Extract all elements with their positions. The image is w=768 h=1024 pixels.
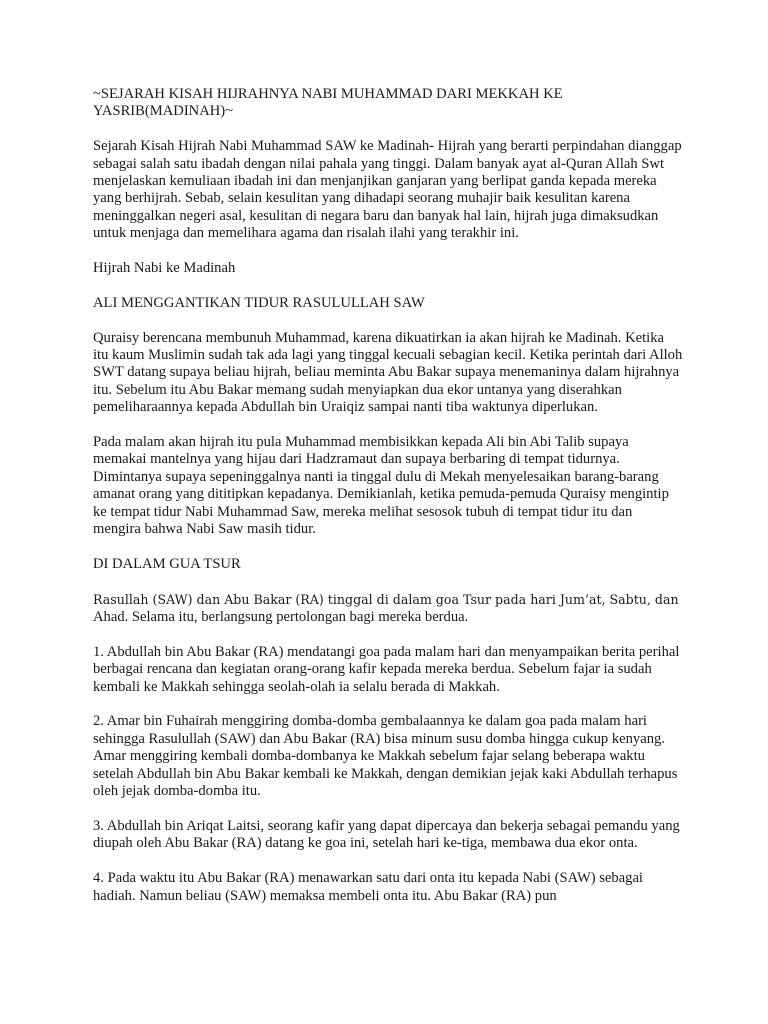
- section1-paragraph-2: Pada malam akan hijrah itu pula Muhammad membisikkan kepada Ali bin Abi Talib supaya memakai mantelnya yang hijau dari Hadzramaut dan supaya berbaring di tempat tidurnya. Dimintanya supaya sepeninggalnya nanti ia tinggal dulu di Mekah menyelesaikan barang-barang amanat orang yang dititipkan kepadanya. Demikianlah, ketika pemuda-pemuda Quraisy mengintip ke tempat tidur Nabi Muhammad Saw, mereka melihat sesosok tubuh di tempat tidur itu dan mengira bahwa Nabi Saw masih tidur.: [93, 434, 669, 538]
- section2-paragraph-1: [93, 591, 683, 627]
- section2-paragraph-1-alt: Rasullah (SAW) dan Abu Bakar (RA) tinggal di dalam goa Tsur pada hari Jum’at, Sabtu, dan: [93, 591, 679, 607]
- section2-paragraph-1-rest: Ahad. Selama itu, berlangsung pertolongan bagi mereka berdua.: [93, 609, 469, 626]
- list-item-2: 2. Amar bin Fuhairah menggiring domba-domba gembalaannya ke dalam goa pada malam hari sehingga Rasulullah (SAW) dan Abu Bakar (RA) bisa minum susu domba hingga cukup kenyang. Amar menggiring kembali domba-dombanya ke Makkah sebelum fajar selang beberapa waktu setelah Abdullah bin Abu Bakar kembali ke Makkah, dengan demikian jejak kaki Abdullah terhapus oleh jejak domba-domba itu.: [93, 713, 678, 800]
- intro-paragraph: Sejarah Kisah Hijrah Nabi Muhammad SAW ke Madinah- Hijrah yang berarti perpindahan dianggap sebagai salah satu ibadah dengan nilai pahala yang tinggi. Dalam banyak ayat al-Quran Allah Swt menjelaskan kemuliaan ibadah ini dan menjanjikan ganjaran yang berlipat ganda kepada mereka yang berhijrah. Sebab, selain kesulitan yang dihadapi seorang muhajir baik kesulitan karena meninggalkan negeri asal, kesulitan di negara baru dan banyak hal lain, hijrah juga dimaksudkan untuk menjaga dan memelihara agama dan risalah ilahi yang terakhir ini.: [93, 138, 682, 242]
- section1-paragraph-1: Quraisy berencana membunuh Muhammad, karena dikuatirkan ia akan hijrah ke Madinah. Ketika itu kaum Muslimin sudah tak ada lagi yang tinggal kecuali sebagian kecil. Ketika perintah dari Alloh SWT datang supaya beliau hijrah, beliau meminta Abu Bakar supaya menemaninya dalam hijrahnya itu. Sebelum itu Abu Bakar memang sudah menyiapkan dua ekor untanya yang diserahkan pemeliharaannya kepada Abdullah bin Uraiqiz sampai nanti tiba waktunya diperlukan.: [93, 329, 683, 416]
- list-item-3: 3. Abdullah bin Ariqat Laitsi, seorang kafir yang dapat dipercaya dan bekerja sebagai pemandu yang diupah oleh Abu Bakar (RA) datang ke goa ini, setelah hari ke-tiga, membawa dua ekor onta.: [93, 817, 680, 852]
- document-title: ~SEJARAH KISAH HIJRAHNYA NABI MUHAMMAD DARI MEKKAH KE YASRIB(MADINAH)~: [93, 86, 563, 120]
- list-item-4: 4. Pada waktu itu Abu Bakar (RA) menawarkan satu dari onta itu kepada Nabi (SAW) sebagai hadiah. Namun beliau (SAW) memaksa membeli onta itu. Abu Bakar (RA) pun: [93, 870, 643, 904]
- subheading-hijrah: Hijrah Nabi ke Madinah: [93, 260, 236, 277]
- section-heading-ali: ALI MENGGANTIKAN TIDUR RASULULLAH SAW: [93, 294, 425, 311]
- document-page: [93, 86, 683, 922]
- section-heading-gua-tsur: DI DALAM GUA TSUR: [93, 555, 241, 572]
- list-item-1: 1. Abdullah bin Abu Bakar (RA) mendatangi goa pada malam hari dan menyampaikan berita perihal berbagai rencana dan kegiatan orang-orang kafir kepada mereka berdua. Sebelum fajar ia sudah kembali ke Makkah sehingga seolah-olah ia selalu berada di Makkah.: [93, 643, 680, 695]
